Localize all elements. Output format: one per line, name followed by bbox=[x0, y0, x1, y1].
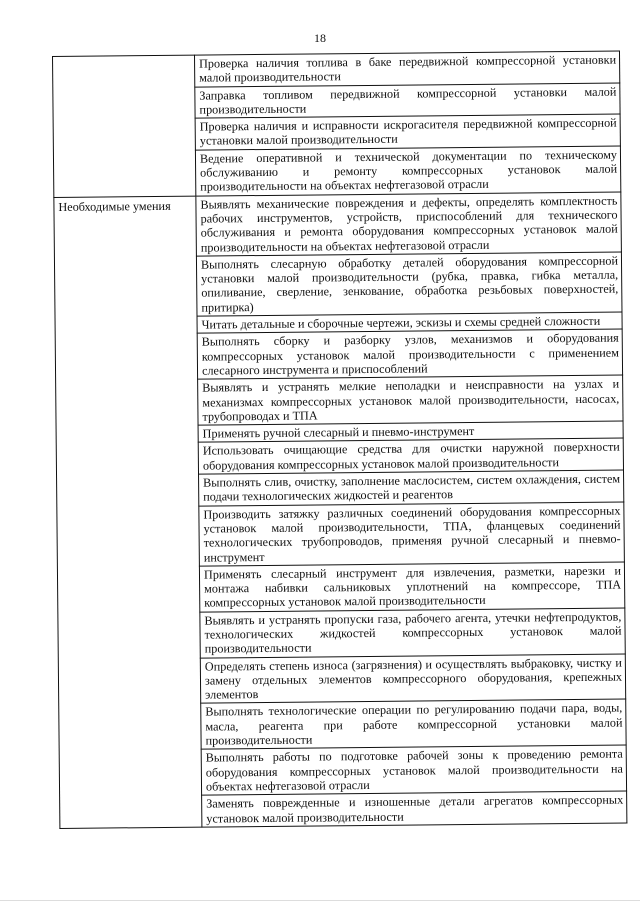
table-cell: Производить затяжку различных соединений оборудования компрессорных установок малой производительности, ТПА, фланцевых соединений технологических трубопроводов, применяя ручной слесарный и пневмо-инструмент bbox=[199, 502, 625, 566]
row-label bbox=[53, 55, 196, 197]
table-cell: Выявлять механические повреждения и дефекты, определять комплектность рабочих инструментов, устройств, приспособлений для технического обслуживания и ремонта оборудования компрессорных установок малой производительности на объектах нефтегазовой отрасли bbox=[196, 192, 622, 256]
page-number: 18 bbox=[314, 31, 326, 45]
table-cell: Заправка топливом передвижной компрессорной установки малой производительности bbox=[195, 83, 620, 119]
skills-table-wrapper bbox=[52, 51, 627, 836]
skills-table bbox=[52, 51, 627, 829]
table-cell: Выявлять и устранять пропуски газа, рабочего агента, утечки нефтепродуктов, технологических жидкостей компрессорных установок малой производительности bbox=[200, 608, 625, 658]
table-cell: Выполнять слесарную обработку деталей оборудования компрессорной установки малой производительности (рубка, правка, гибка металла, опиливание, сверление, зенкование, обработка резьбовых поверхностей, притирка) bbox=[196, 252, 622, 316]
table-cell: Проверка наличия топлива в баке передвижной компрессорной установки малой производительности bbox=[194, 51, 619, 87]
table-cell: Определять степень износа (загрязнения) и осуществлять выбраковку, чистку и замену отдельных элементов компрессорного оборудования, крепежных элементов bbox=[200, 654, 625, 704]
table-row bbox=[54, 192, 622, 258]
table-cell: Ведение оперативной и технической документации по техническому обслуживанию и ремонту компрессорных установок малой производительности на объектах нефтегазовой отрасли bbox=[195, 146, 620, 196]
table-cell: Читать детальные и сборочные чертежи, эскизы и схемы средней сложности bbox=[197, 312, 622, 333]
table-cell: Применять ручной слесарный и пневмо-инструмент bbox=[198, 421, 623, 442]
table-cell: Использовать очищающие средства для очистки наружной поверхности оборудования компрессорных установок малой производительности bbox=[198, 438, 623, 474]
table-cell: Проверка наличия и исправности искрогасителя передвижной компрессорной установки малой производительности bbox=[195, 114, 620, 150]
table-cell: Применять слесарный инструмент для извлечения, разметки, нарезки и монтажа набивки сальниковых уплотнений на компрессоре, ТПА компрессорных установок малой производительности bbox=[199, 562, 624, 612]
row-label: Необходимые умения bbox=[54, 196, 202, 829]
table-cell: Выполнять технологические операции по регулированию подачи пара, воды, масла, реагента при работе компрессорной установки малой производительности bbox=[201, 699, 626, 749]
table-cell: Выявлять и устранять мелкие неполадки и неисправности на узлах и механизмах компрессорных установок малой производительности, насосах, трубопроводах и ТПА bbox=[198, 375, 623, 425]
table-cell: Выполнять сборку и разборку узлов, механизмов и оборудования компрессорных установок малой производительности с применением слесарного инструмента и приспособлений bbox=[197, 329, 622, 379]
table-cell: Выполнять слив, очистку, заполнение маслосистем, систем охлаждения, систем подачи технологических жидкостей и реагентов bbox=[199, 470, 624, 506]
table-cell: Выполнять работы по подготовке рабочей зоны к проведению ремонта оборудования компрессорных установок малой производительности на объектах нефтегазовой отрасли bbox=[201, 745, 626, 795]
table-cell: Заменять поврежденные и изношенные детали агрегатов компрессорных установок малой производительности bbox=[202, 791, 627, 827]
page-bottom-edge bbox=[0, 900, 640, 901]
